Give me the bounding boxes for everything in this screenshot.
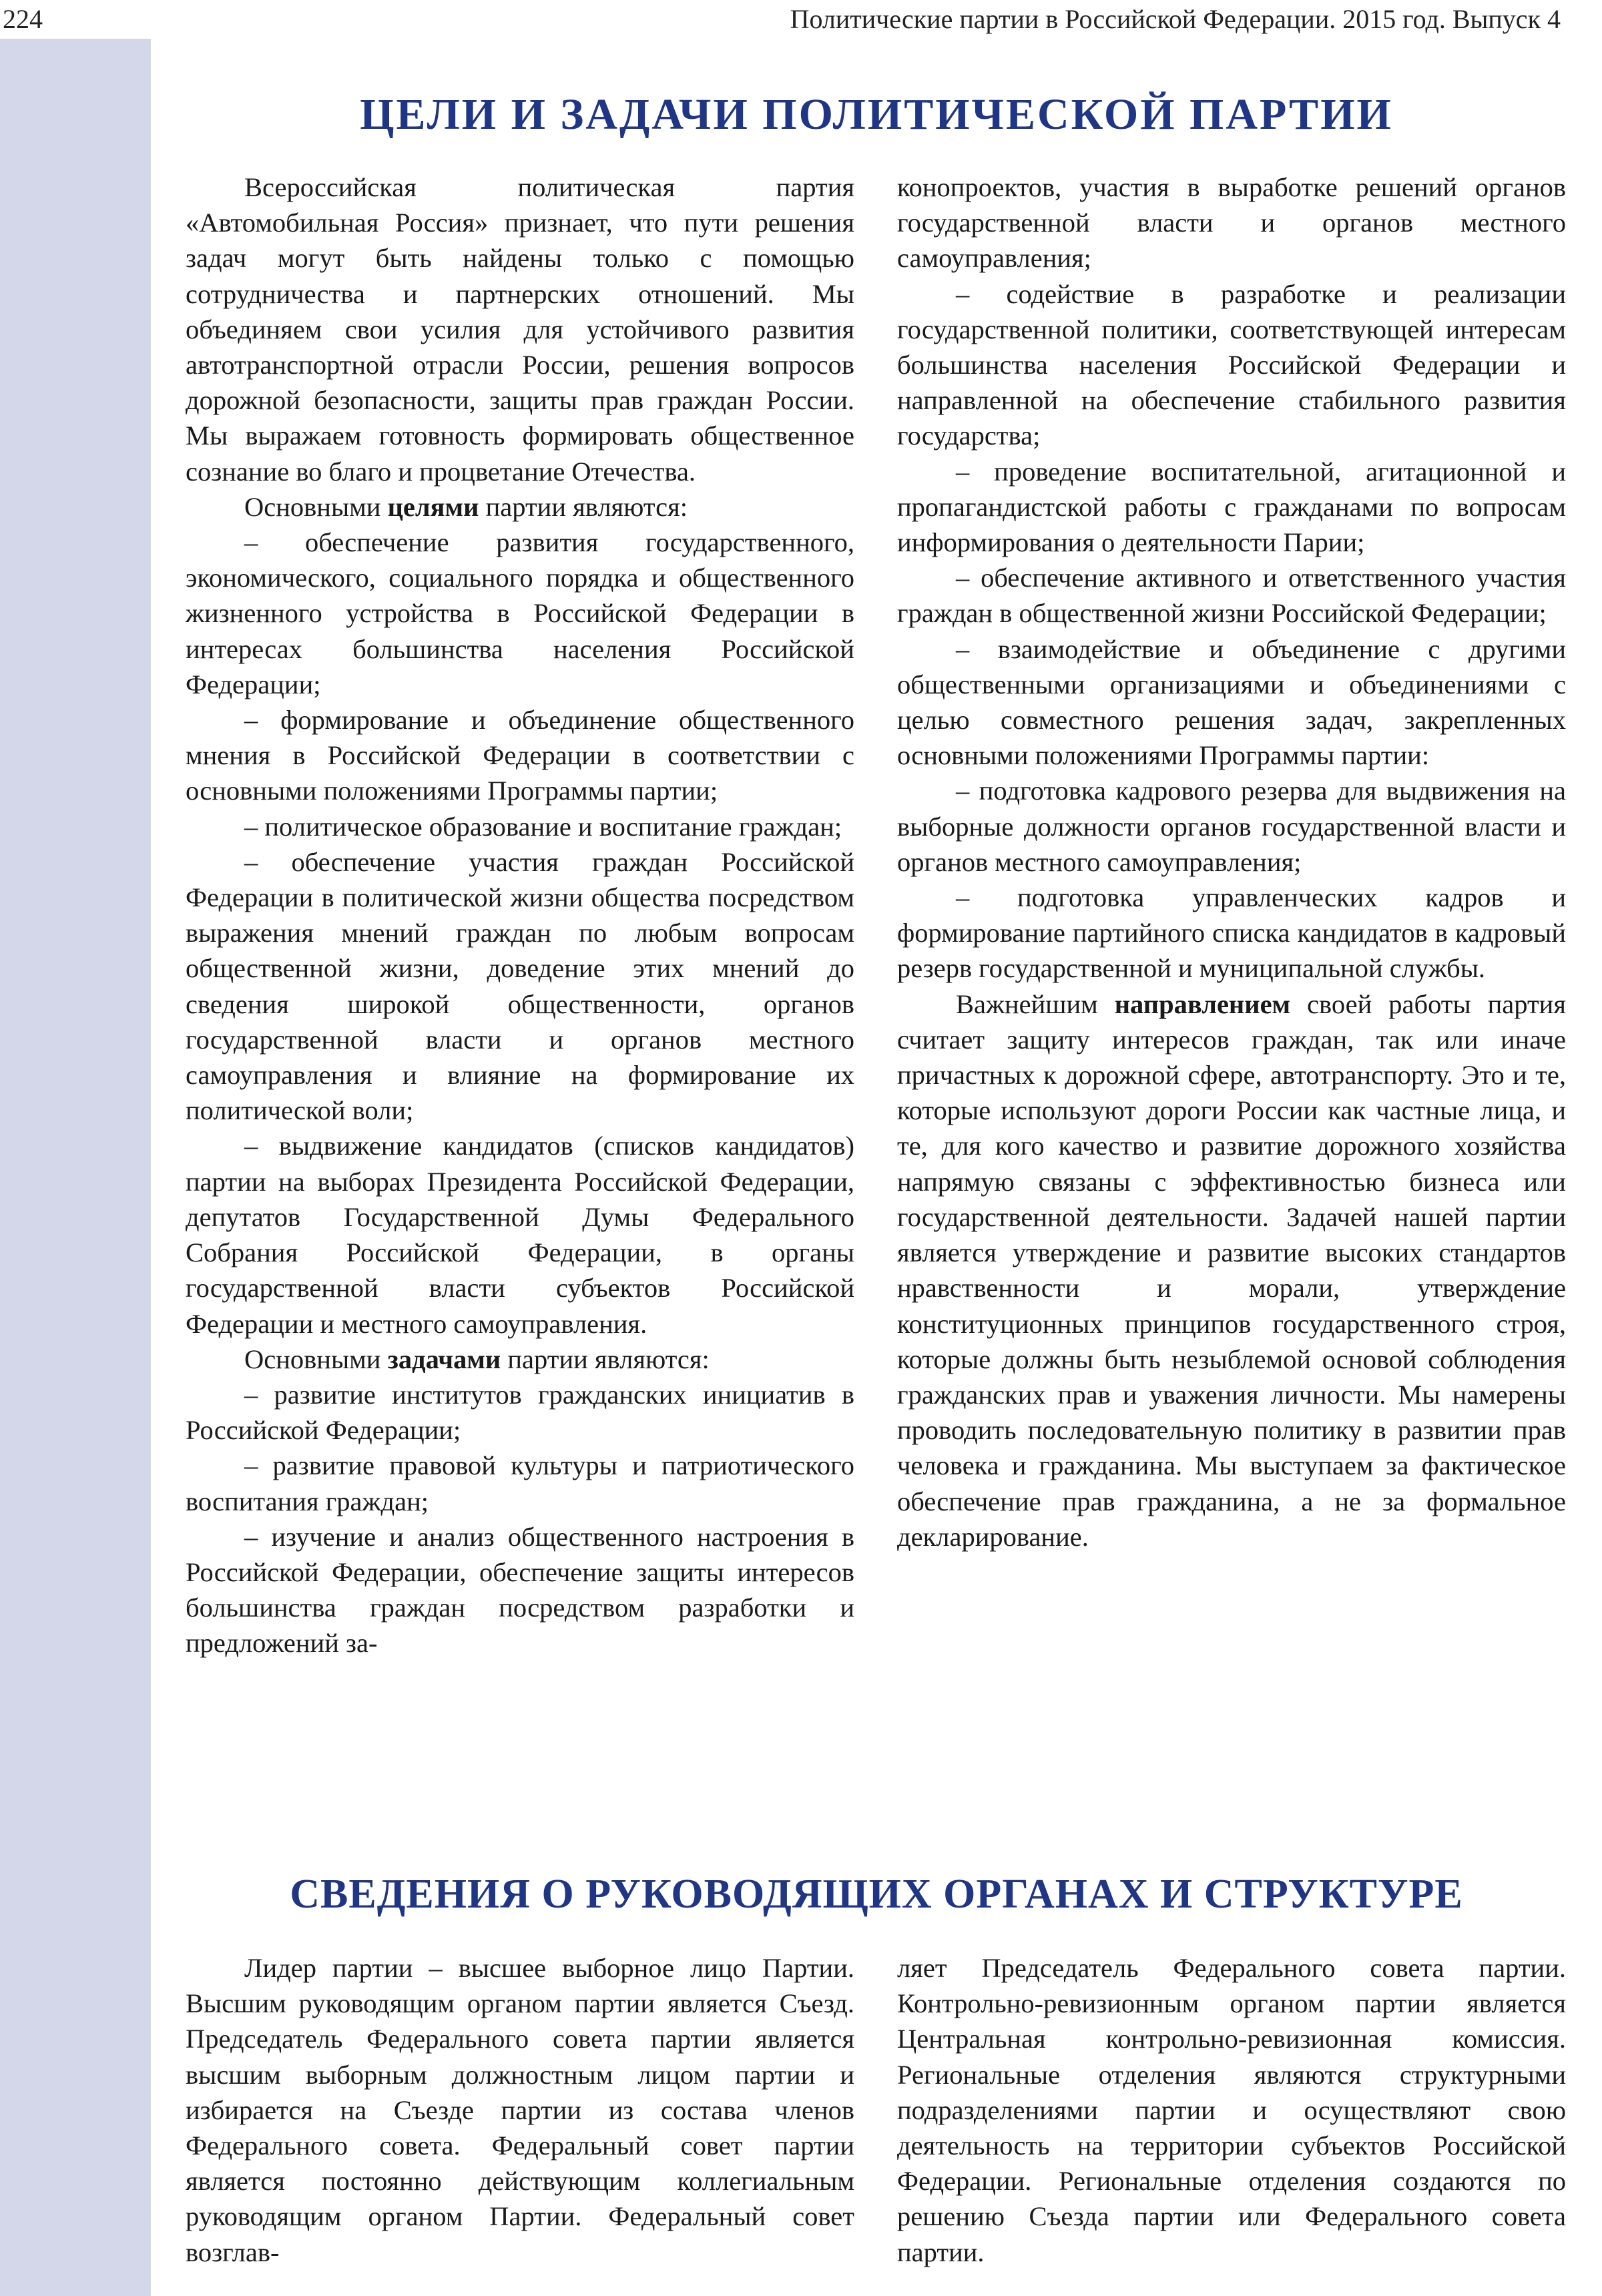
section2-right-column — [897, 1950, 1566, 2277]
bold-term: направлением — [1114, 988, 1291, 1019]
list-item: – обеспечение участия граждан Российской Федерации в политической жизни общества посредством выражения мнений граждан по любым вопросам общественной жизни, доведение этих мнений до сведения широкой общественности, органов государственной власти и органов местного самоуправления и влияние на формирование их политической воли; — [186, 846, 854, 1126]
list-item: – проведение воспитательной, агитационной и пропагандистской работы с гражданами по вопросам информирования о деятельности Парии; — [897, 456, 1566, 558]
list-item: – взаимодействие и объединение с другими общественными организациями и объединениями с целью совместного решения задач, закрепленных основными положениями Программы партии: — [897, 633, 1566, 771]
list-item: – выдвижение кандидатов (списков кандидатов) партии на выборах Президента Российской Федерации, депутатов Государственной Думы Федерального Собрания Российской Федерации, в органы государственной власти субъектов Российской Федерации и местного самоуправления. — [186, 1131, 854, 1339]
list-item: – обеспечение активного и ответственного участия граждан в общественной жизни Российской Федерации; — [897, 563, 1566, 629]
section1-left-column — [186, 170, 854, 1838]
list-item: – подготовка кадрового резерва для выдвижения на выборные должности органов государственной власти и органов местного самоуправления; — [897, 776, 1566, 877]
list-item: – формирование и объединение общественного мнения в Российской Федерации в соответствии с основными положениями Программы партии; — [186, 705, 854, 806]
bold-term: целями — [387, 491, 479, 522]
paragraph: Основными задачами партии являются: — [244, 1344, 710, 1374]
list-item: – развитие институтов гражданских инициатив в Российской Федерации; — [186, 1379, 854, 1446]
section-title-goals: ЦЕЛИ И ЗАДАЧИ ПОЛИТИЧЕСКОЙ ПАРТИИ — [360, 90, 1393, 139]
list-item: – развитие правовой культуры и патриотического воспитания граждан; — [186, 1450, 854, 1516]
list-item: – обеспечение развития государственного, экономического, социального порядка и общественного жизненного устройства в Российской Федерации в интересах большинства населения Российской Федерации; — [186, 527, 854, 699]
paragraph: Лидер партии – высшее выборное лицо Партии. Высшим руководящим органом партии является Съезд. Председатель Федерального совета партии является высшим выборным должностным лицом партии и избирается на Съезде партии из состава членов Федерального совета. Федеральный совет партии является постоянно действующим коллегиальным руководящим органом Партии. Федеральный совет возглав- — [186, 1953, 854, 2267]
paragraph-continued: ляет Председатель Федерального совета партии. Контрольно-ревизионным органом партии является Центральная контрольно-ревизионная комиссия. Региональные отделения являются структурными подразделениями партии и осуществляют свою деятельность на территории субъектов Российской Федерации. Региональные отделения создаются по решению Съезда партии или Федерального совета партии. — [897, 1953, 1566, 2267]
running-header: Политические партии в Российской Федерации. 2015 год. Выпуск 4 — [790, 4, 1561, 34]
paragraph: Основными целями партии являются: — [244, 491, 688, 522]
section-title-governance: СВЕДЕНИЯ О РУКОВОДЯЩИХ ОРГАНАХ И СТРУКТУРЕ — [290, 1872, 1463, 1917]
list-item: – подготовка управленческих кадров и формирование партийного списка кандидатов в кадровый резерв государственной и муниципальной службы. — [897, 882, 1566, 984]
list-item: – изучение и анализ общественного настроения в Российской Федерации, обеспечение защиты интересов большинства граждан посредством разработки и предложений за- — [186, 1521, 854, 1659]
margin-color-band — [0, 0, 151, 2296]
section1-right-column — [897, 170, 1566, 1838]
paragraph: Всероссийская политическая партия «Автомобильная Россия» признает, что пути решения задач могут быть найдены только с помощью сотрудничества и партнерских отношений. Мы объединяем свои усилия для устойчивого развития автотранспортной отрасли России, решения вопросов дорожной безопасности, защиты прав граждан России. Мы выражаем готовность формировать общественное сознание во благо и процветание Отечества. — [186, 172, 854, 487]
section2-left-column — [186, 1950, 854, 2277]
page-number: 224 — [0, 0, 151, 39]
list-item: – политическое образование и воспитание граждан; — [244, 811, 842, 842]
paragraph: Важнейшим направлением своей работы партия считает защиту интересов граждан, так или иначе причастных к дорожной сфере, автотранспорту. Это и те, которые используют дороги России как частные лица, и те, для кого качество и развитие дорожного хозяйства напрямую связаны с эффективностью бизнеса или государственной деятельности. Задачей нашей партии является утверждение и развитие высоких стандартов нравственности и морали, утверждение конституционных принципов государственного строя, которые должны быть незыблемой основой соблюдения гражданских прав и уважения личности. Мы намерены проводить последовательную политику в развитии прав человека и гражданина. Мы выступаем за фактическое обеспечение прав гражданина, а не за формальное декларирование. — [897, 988, 1566, 1552]
list-item: – содействие в разработке и реализации государственной политики, соответствующей интересам большинства населения Российской Федерации и направленной на обеспечение стабильного развития государства; — [897, 278, 1566, 451]
bold-term: задачами — [387, 1344, 501, 1374]
paragraph-continued: конопроектов, участия в выработке решений органов государственной власти и органов местного самоуправления; — [897, 172, 1566, 274]
